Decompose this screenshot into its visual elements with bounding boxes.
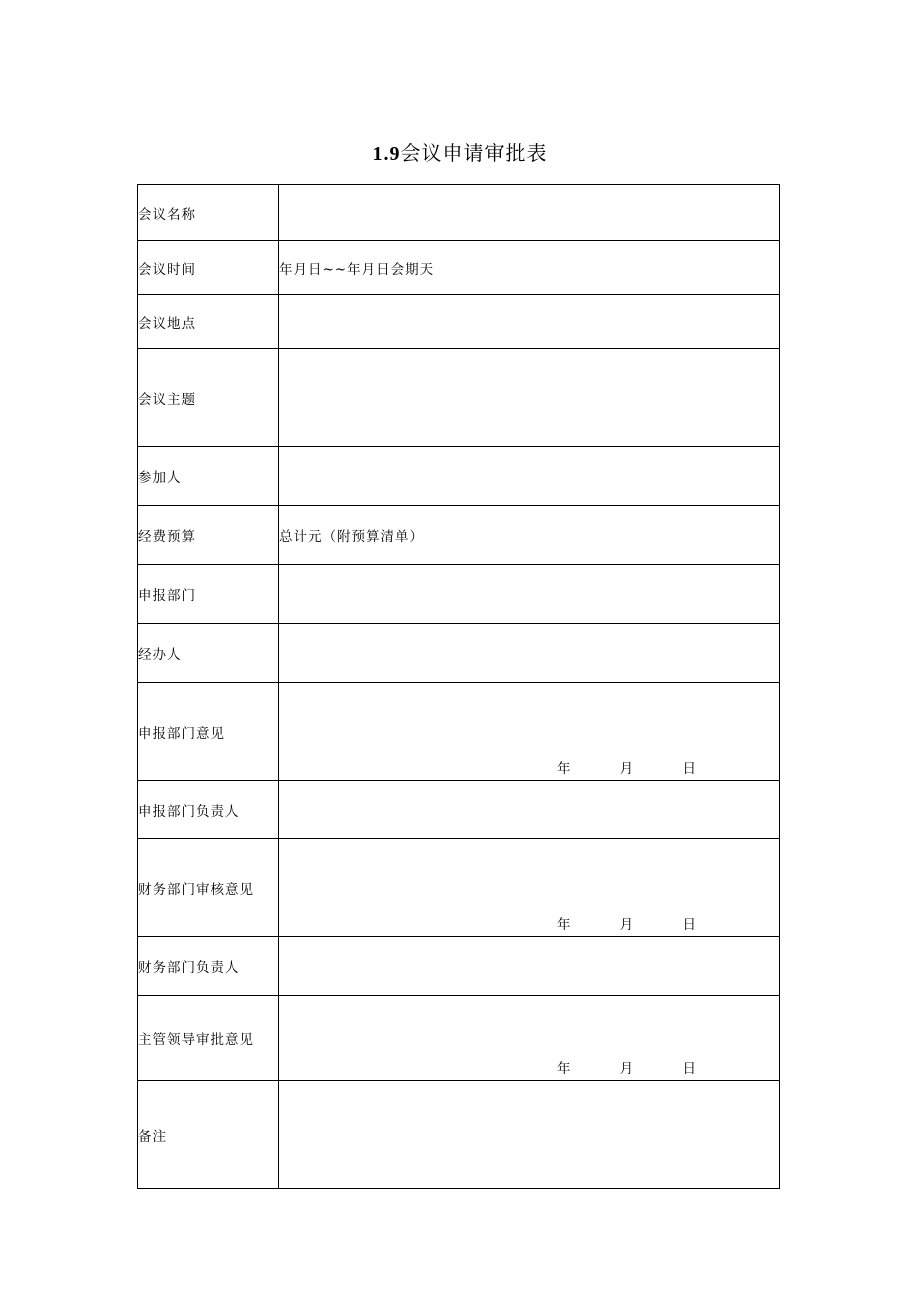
title-number: 1.9 xyxy=(372,143,401,165)
table-row xyxy=(138,506,780,565)
day-label: 日 xyxy=(682,917,697,933)
reporting-dept-label: 申报部门 xyxy=(138,565,279,624)
meeting-time-field[interactable]: 年月日~~年月日会期天 xyxy=(279,241,780,295)
dept-head-label: 申报部门负责人 xyxy=(138,781,279,839)
remarks-field[interactable] xyxy=(279,1081,780,1189)
table-row xyxy=(138,937,780,996)
meeting-location-field[interactable] xyxy=(279,295,780,349)
finance-head-label: 财务部门负责人 xyxy=(138,937,279,996)
month-label: 月 xyxy=(619,917,635,933)
table-row xyxy=(138,839,780,937)
table-row xyxy=(138,624,780,683)
meeting-time-label: 会议时间 xyxy=(138,241,279,295)
reporting-dept-field[interactable] xyxy=(279,565,780,624)
table-row xyxy=(138,1081,780,1189)
table-row xyxy=(138,447,780,506)
meeting-name-field[interactable] xyxy=(279,185,780,241)
day-label: 日 xyxy=(682,761,697,777)
table-row xyxy=(138,349,780,447)
date-sign xyxy=(557,1057,697,1077)
handler-field[interactable] xyxy=(279,624,780,683)
dept-opinion-label: 申报部门意见 xyxy=(138,683,279,781)
table-row xyxy=(138,295,780,349)
date-sign xyxy=(557,913,697,933)
meeting-topic-field[interactable] xyxy=(279,349,780,447)
table-row xyxy=(138,683,780,781)
budget-label: 经费预算 xyxy=(138,506,279,565)
table-row xyxy=(138,781,780,839)
finance-review-field[interactable] xyxy=(279,839,780,937)
budget-field[interactable]: 总计元（附预算清单） xyxy=(279,506,780,565)
approval-form-table xyxy=(137,184,780,1189)
table-row xyxy=(138,996,780,1081)
remarks-label: 备注 xyxy=(138,1081,279,1189)
table-row xyxy=(138,241,780,295)
meeting-name-label: 会议名称 xyxy=(138,185,279,241)
dept-head-field[interactable] xyxy=(279,781,780,839)
table-row xyxy=(138,565,780,624)
handler-label: 经办人 xyxy=(138,624,279,683)
meeting-location-label: 会议地点 xyxy=(138,295,279,349)
participants-field[interactable] xyxy=(279,447,780,506)
participants-label: 参加人 xyxy=(138,447,279,506)
year-label: 年 xyxy=(557,917,572,933)
finance-review-label: 财务部门审核意见 xyxy=(138,839,279,937)
day-label: 日 xyxy=(682,1061,697,1077)
leader-approval-label: 主管领导审批意见 xyxy=(138,996,279,1081)
leader-approval-field[interactable] xyxy=(279,996,780,1081)
year-label: 年 xyxy=(557,1061,572,1077)
month-label: 月 xyxy=(619,1061,635,1077)
table-row xyxy=(138,185,780,241)
title-text: 会议申请审批表 xyxy=(400,141,548,165)
meeting-topic-label: 会议主题 xyxy=(138,349,279,447)
date-sign xyxy=(557,757,697,777)
page-title xyxy=(0,137,920,166)
finance-head-field[interactable] xyxy=(279,937,780,996)
month-label: 月 xyxy=(619,761,635,777)
dept-opinion-field[interactable] xyxy=(279,683,780,781)
year-label: 年 xyxy=(557,761,572,777)
